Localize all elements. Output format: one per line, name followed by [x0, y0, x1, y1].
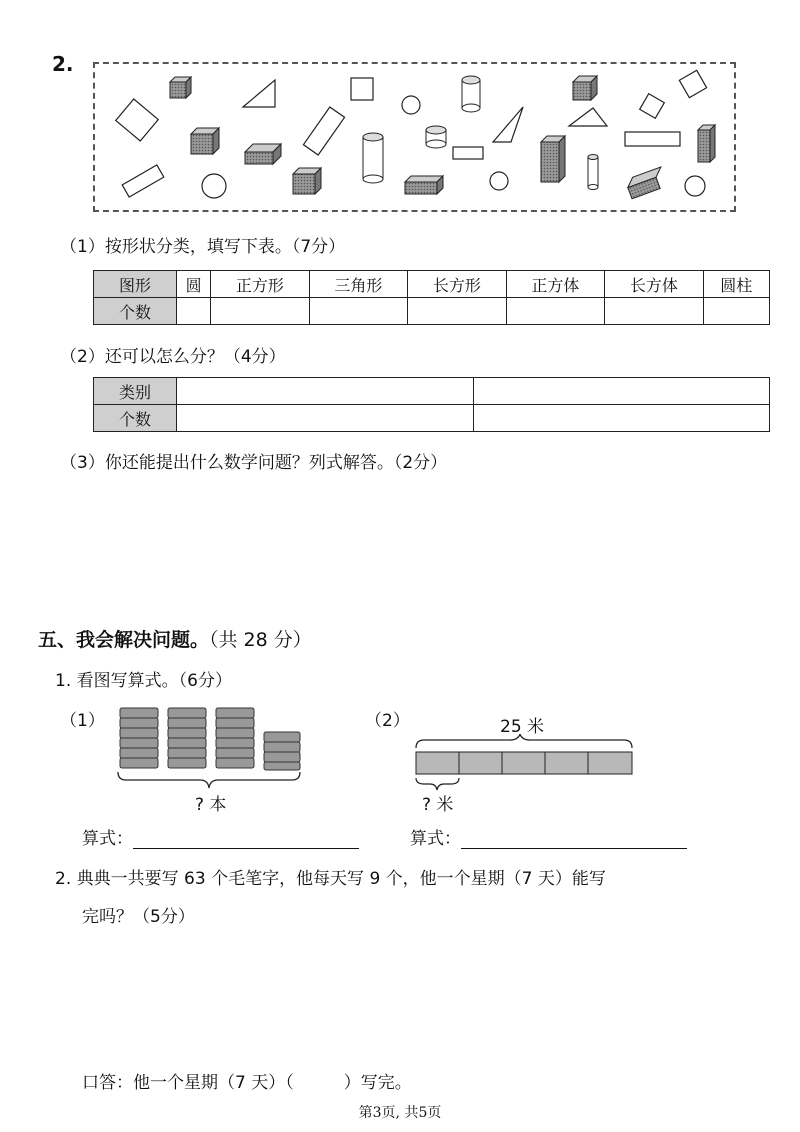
category-table	[93, 377, 770, 432]
triangle-shape	[493, 107, 523, 142]
brace-icon	[416, 734, 632, 748]
col-cylinder: 圆柱	[703, 271, 769, 298]
sub-question-1: （1）按形状分类，填写下表。（7分）	[60, 237, 346, 257]
book-stack-icon	[264, 732, 300, 770]
total-length-label: 25 米	[500, 717, 545, 737]
book-stack-icon	[168, 708, 206, 768]
part-2-label: （2）	[365, 711, 410, 731]
segment-bar-illustration	[410, 734, 640, 794]
bar-segment	[416, 752, 459, 774]
bar-segment	[588, 752, 632, 774]
books-illustration	[112, 700, 312, 790]
section-points: （共 28 分）	[209, 629, 312, 651]
answer-cell[interactable]	[474, 378, 770, 405]
books-question: ? 本	[195, 795, 227, 815]
bar-segment	[545, 752, 588, 774]
oral-answer-line	[82, 1068, 412, 1093]
col-cube: 正方体	[506, 271, 604, 298]
formula-label: 算式：	[410, 829, 461, 849]
bar-segment	[459, 752, 502, 774]
brace-icon	[416, 778, 459, 790]
row-header-count: 个数	[94, 298, 177, 325]
cube-shape	[573, 76, 597, 100]
cylinder-shape	[363, 133, 383, 183]
sub-question-2: （2）还可以怎么分？（4分）	[60, 347, 286, 367]
section-title: 五、我会解决问题。	[38, 629, 210, 651]
answer-cell[interactable]	[177, 405, 474, 432]
formula-label: 算式：	[82, 829, 133, 849]
circle-shape	[202, 174, 226, 198]
cuboid-shape	[698, 125, 715, 162]
page-footer: 第3页, 共5页	[358, 1105, 442, 1121]
book-stack-icon	[216, 708, 254, 768]
cylinder-shape	[462, 76, 480, 112]
cube-shape	[170, 77, 191, 98]
square-shape	[640, 94, 665, 119]
cuboid-shape	[245, 144, 281, 164]
col-circle: 圆	[177, 271, 211, 298]
segment-question: ? 米	[422, 795, 454, 815]
formula-line-1	[82, 824, 359, 849]
row-header-shape: 图形	[94, 271, 177, 298]
answer-cell[interactable]	[703, 298, 769, 325]
section-5-heading	[38, 625, 312, 652]
col-square: 正方形	[211, 271, 309, 298]
circle-shape	[490, 172, 508, 190]
book-stack-icon	[120, 708, 158, 768]
answer-cell[interactable]	[309, 298, 407, 325]
cylinder-shape	[426, 126, 446, 148]
problem-2-line-1: 2. 典典一共要写 63 个毛笔字，他每天写 9 个，他一个星期（7 天）能写	[55, 869, 606, 889]
square-shape	[116, 99, 159, 141]
answer-cell[interactable]	[605, 298, 703, 325]
problem-1-text: 1. 看图写算式。（6分）	[55, 671, 232, 691]
row-header-category: 类别	[94, 378, 177, 405]
rectangle-shape	[453, 147, 483, 159]
rectangle-shape	[303, 107, 344, 155]
cube-shape	[293, 168, 321, 194]
square-shape	[679, 70, 706, 97]
circle-shape	[685, 176, 705, 196]
col-cuboid: 长方体	[605, 271, 703, 298]
cuboid-shape	[625, 167, 663, 199]
row-header-count: 个数	[94, 405, 177, 432]
col-rectangle: 长方形	[408, 271, 506, 298]
answer-cell[interactable]	[408, 298, 506, 325]
col-triangle: 三角形	[309, 271, 407, 298]
bar-segment	[502, 752, 545, 774]
answer-cell[interactable]	[211, 298, 309, 325]
shape-count-table	[93, 270, 770, 325]
triangle-shape	[243, 80, 275, 107]
formula-line-2	[410, 824, 687, 849]
formula-answer-line[interactable]	[461, 830, 687, 849]
cylinder-shape	[588, 155, 598, 190]
oral-answer-prefix: 口答：他一个星期（7 天）（	[82, 1073, 294, 1093]
question-2-number: 2.	[52, 52, 74, 76]
answer-cell[interactable]	[506, 298, 604, 325]
cuboid-shape	[405, 176, 443, 194]
answer-cell[interactable]	[474, 405, 770, 432]
shapes-illustration	[93, 62, 736, 212]
answer-cell[interactable]	[177, 378, 474, 405]
answer-cell[interactable]	[177, 298, 211, 325]
brace-icon	[118, 772, 300, 788]
problem-2-line-2: 完吗？（5分）	[82, 907, 195, 927]
formula-answer-line[interactable]	[133, 830, 359, 849]
oral-answer-suffix: ）写完。	[343, 1073, 412, 1093]
triangle-shape	[569, 108, 607, 126]
part-1-label: （1）	[60, 711, 105, 731]
square-shape	[351, 78, 373, 100]
sub-question-3: （3）你还能提出什么数学问题？列式解答。（2分）	[60, 453, 448, 473]
cube-shape	[191, 128, 219, 154]
rectangle-shape	[625, 132, 680, 146]
circle-shape	[402, 96, 420, 114]
cuboid-shape	[541, 136, 565, 182]
rectangle-shape	[122, 165, 164, 197]
